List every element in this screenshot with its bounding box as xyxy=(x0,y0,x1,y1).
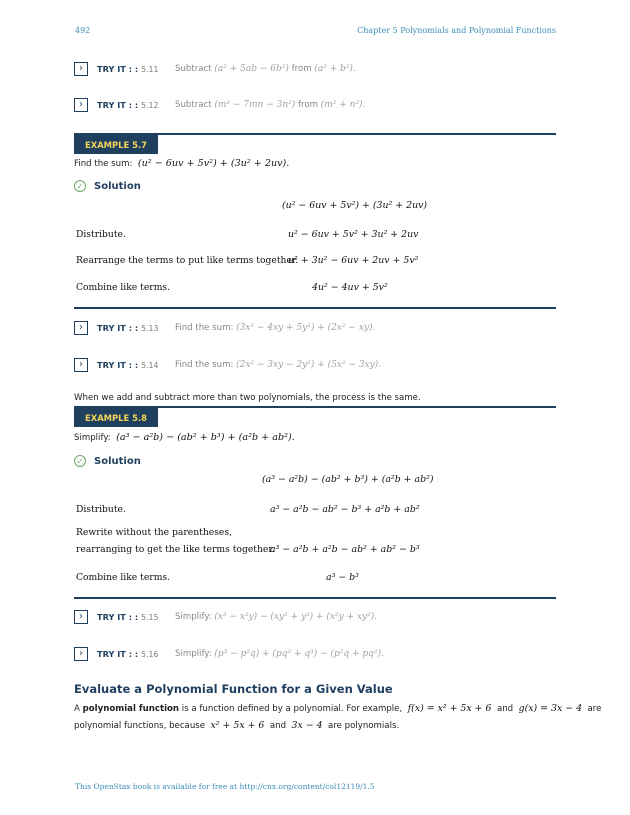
page-number: 492 xyxy=(75,26,91,35)
try-it-math-2: (m² + n²). xyxy=(320,100,366,110)
paragraph-line-2 xyxy=(74,720,399,731)
chevron-right-icon[interactable]: › xyxy=(74,610,88,624)
transition-text: When we add and subtract more than two polynomials, the process is the same. xyxy=(74,393,421,403)
try-it-mid: from xyxy=(291,64,312,74)
try-it-prefix: Find the sum: xyxy=(175,360,234,370)
step-math: a³ − a²b + a²b − ab² + ab² − b³ xyxy=(270,544,420,555)
para-text: and xyxy=(269,721,287,731)
try-it-math: (2x² − 3xy − 2y²) + (5x² − 3xy). xyxy=(236,360,382,370)
para-math: x² + 5x + 6 xyxy=(210,720,265,731)
chevron-right-icon[interactable]: › xyxy=(74,647,88,661)
para-text: are polynomials. xyxy=(328,721,400,731)
try-it-row xyxy=(74,609,556,625)
step-text: Combine like terms. xyxy=(76,282,171,293)
try-it-label: TRY IT : : xyxy=(97,360,139,370)
chevron-right-icon[interactable]: › xyxy=(74,321,88,335)
try-it-number: 5.13 xyxy=(141,323,159,333)
try-it-label: TRY IT : : xyxy=(97,64,139,74)
para-text: are xyxy=(587,704,602,714)
para-text: is a function defined by a polynomial. For example, xyxy=(181,704,403,714)
try-it-label: TRY IT : : xyxy=(97,649,139,659)
example-prompt-text: Find the sum: xyxy=(74,159,133,169)
para-text: polynomial functions, because xyxy=(74,721,206,731)
step-text: Rearrange the terms to put like terms together. xyxy=(76,255,299,266)
try-it-row xyxy=(74,97,556,113)
try-it-text xyxy=(175,320,375,336)
para-bold-term: polynomial function xyxy=(82,704,180,714)
try-it-number: 5.11 xyxy=(141,64,159,74)
try-it-row xyxy=(74,61,556,77)
try-it-text xyxy=(175,609,377,625)
example-prompt-math: (a³ − a²b) − (ab² + b³) + (a²b + ab²). xyxy=(116,432,295,443)
try-it-text xyxy=(175,61,356,77)
try-it-prefix: Simplify: xyxy=(175,649,212,659)
example-end-divider xyxy=(74,307,556,309)
chevron-right-icon[interactable]: › xyxy=(74,62,88,76)
try-it-math: (3x² − 4xy + 5y²) + (2x² − xy). xyxy=(236,323,376,333)
try-it-math: (p³ − p²q) + (pq² + q³) − (p²q + pq²). xyxy=(214,649,384,659)
step-text: Distribute. xyxy=(76,504,126,515)
section-title: Evaluate a Polynomial Function for a Given Value xyxy=(74,682,393,696)
try-it-prefix: Find the sum: xyxy=(175,323,234,333)
try-it-prefix: Subtract xyxy=(175,100,212,110)
para-math: g(x) = 3x − 4 xyxy=(518,703,583,714)
chapter-title: Chapter 5 Polynomials and Polynomial Functions xyxy=(357,26,556,35)
example-prompt xyxy=(74,432,295,443)
check-circle-icon: ✓ xyxy=(74,455,86,467)
try-it-math: (m² − 7mn − 3n²) xyxy=(214,100,296,110)
para-math: 3x − 4 xyxy=(291,720,323,731)
example-prompt-text: Simplify: xyxy=(74,433,111,443)
para-text: A xyxy=(74,704,80,714)
check-circle-icon: ✓ xyxy=(74,180,86,192)
example-tag: EXAMPLE 5.8 xyxy=(74,408,158,427)
try-it-number: 5.14 xyxy=(141,360,159,370)
example-tag: EXAMPLE 5.7 xyxy=(74,135,158,154)
try-it-row xyxy=(74,357,556,373)
try-it-row xyxy=(74,646,556,662)
para-text: and xyxy=(496,704,514,714)
step-math: 4u² − 4uv + 5v² xyxy=(312,282,388,293)
solution-start: (u² − 6uv + 5v²) + (3u² + 2uv) xyxy=(282,200,428,211)
paragraph-line-1 xyxy=(74,703,601,714)
chevron-right-icon[interactable]: › xyxy=(74,358,88,372)
try-it-number: 5.12 xyxy=(141,100,159,110)
try-it-label: TRY IT : : xyxy=(97,612,139,622)
step-math: u² + 3u² − 6uv + 2uv + 5v² xyxy=(288,255,419,266)
try-it-math: (a² + 5ab − 6b²) xyxy=(214,64,289,74)
example-prompt-math: (u² − 6uv + 5v²) + (3u² + 2uv). xyxy=(137,158,290,169)
try-it-text xyxy=(175,357,381,373)
chevron-right-icon[interactable]: › xyxy=(74,98,88,112)
step-math: a³ − a²b − ab² − b³ + a²b + ab² xyxy=(270,504,420,515)
try-it-math: (x³ − x²y) − (xy² + y³) + (x²y + xy²). xyxy=(214,612,378,622)
try-it-mid: from xyxy=(297,100,318,110)
try-it-label: TRY IT : : xyxy=(97,100,139,110)
footer-link[interactable]: This OpenStax book is available for free at http://cnx.org/content/col12119/1.5 xyxy=(75,782,375,791)
try-it-number: 5.16 xyxy=(141,649,159,659)
solution-start: (a³ − a²b) − (ab² + b³) + (a²b + ab²) xyxy=(262,474,434,485)
try-it-text xyxy=(175,97,365,113)
example-prompt xyxy=(74,158,289,169)
para-math: f(x) = x² + 5x + 6 xyxy=(407,703,492,714)
step-text: Combine like terms. xyxy=(76,572,171,583)
try-it-math-2: (a² + b²). xyxy=(314,64,356,74)
example-end-divider xyxy=(74,597,556,599)
try-it-prefix: Subtract xyxy=(175,64,212,74)
solution-heading xyxy=(74,180,141,192)
try-it-prefix: Simplify: xyxy=(175,612,212,622)
try-it-text xyxy=(175,646,384,662)
solution-label: Solution xyxy=(94,180,141,192)
step-text: Distribute. xyxy=(76,229,126,240)
step-math: a³ − b³ xyxy=(326,572,359,583)
step-text-2: rearranging to get the like terms together. xyxy=(76,544,275,555)
try-it-label: TRY IT : : xyxy=(97,323,139,333)
step-text: Rewrite without the parentheses, xyxy=(76,527,232,538)
solution-label: Solution xyxy=(94,455,141,467)
step-math: u² − 6uv + 5v² + 3u² + 2uv xyxy=(288,229,419,240)
try-it-row xyxy=(74,320,556,336)
try-it-number: 5.15 xyxy=(141,612,159,622)
solution-heading xyxy=(74,455,141,467)
